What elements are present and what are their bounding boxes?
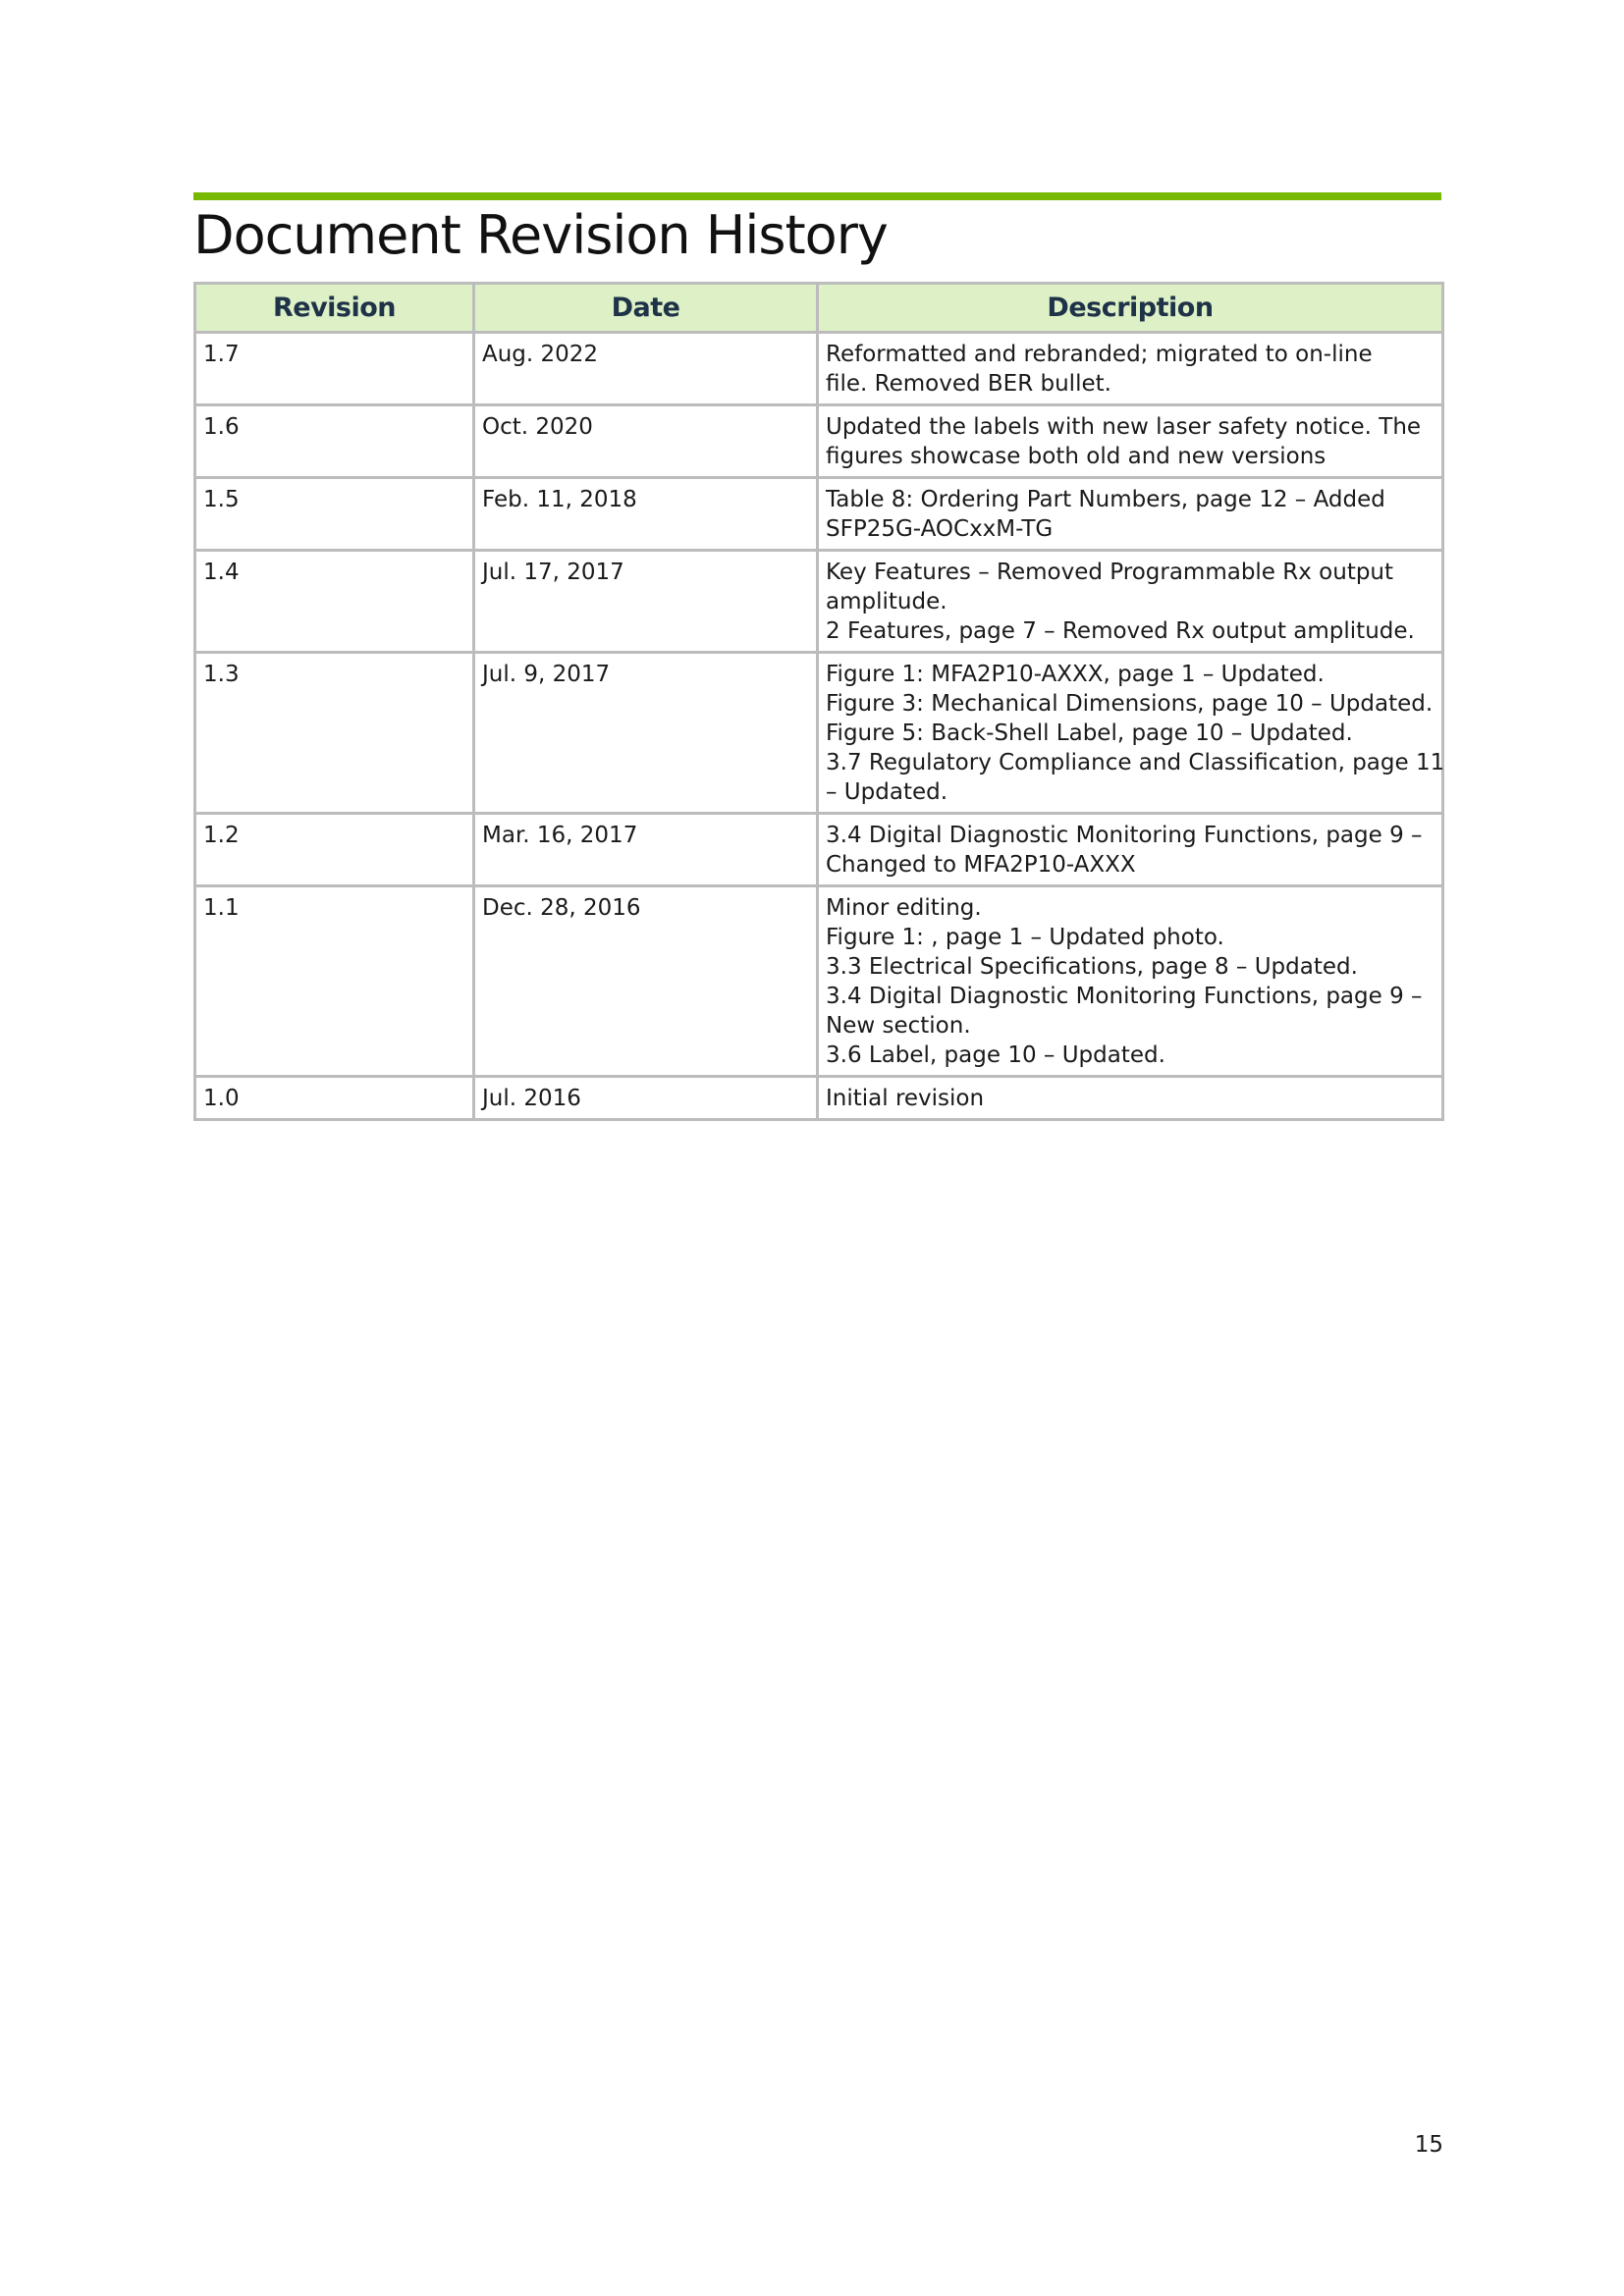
page-number: 15: [1414, 2132, 1443, 2158]
title-rule: [193, 192, 1441, 200]
description-cell: [818, 1077, 1443, 1120]
date-cell: Jul. 17, 2017: [474, 551, 818, 653]
revision-cell: 1.6: [195, 405, 474, 478]
description-line: figures showcase both old and new versions: [826, 444, 1326, 469]
revision-cell: 1.1: [195, 886, 474, 1077]
date-cell: Aug. 2022: [474, 333, 818, 405]
description-line: New section.: [826, 1013, 971, 1039]
table-body: [195, 333, 1443, 1120]
description-line: SFP25G-AOCxxM-TG: [826, 516, 1054, 542]
revision-history-table: [193, 282, 1444, 1121]
description-line: 3.6 Label, page 10 – Updated.: [826, 1042, 1165, 1068]
description-cell: [818, 333, 1443, 405]
description-line: Initial revision: [826, 1086, 985, 1111]
description-cell: [818, 405, 1443, 478]
date-cell: Oct. 2020: [474, 405, 818, 478]
description-cell: [818, 551, 1443, 653]
description-line: Figure 5: Back-Shell Label, page 10 – Updated.: [826, 721, 1353, 746]
description-cell: [818, 653, 1443, 814]
date-cell: Jul. 2016: [474, 1077, 818, 1120]
description-line: – Updated.: [826, 779, 948, 805]
table-row: [195, 405, 1443, 478]
description-line: Reformatted and rebranded; migrated to on-line: [826, 342, 1373, 367]
date-cell: Mar. 16, 2017: [474, 814, 818, 886]
description-line: file. Removed BER bullet.: [826, 371, 1111, 397]
description-line: Figure 1: MFA2P10-AXXX, page 1 – Updated.: [826, 662, 1325, 687]
revision-cell: 1.2: [195, 814, 474, 886]
description-line: 3.3 Electrical Specifications, page 8 – Updated.: [826, 954, 1358, 980]
description-line: 3.7 Regulatory Compliance and Classification, page 11: [826, 750, 1445, 775]
revision-cell: 1.0: [195, 1077, 474, 1120]
description-cell: [818, 814, 1443, 886]
description-line: 3.4 Digital Diagnostic Monitoring Functions, page 9 –: [826, 823, 1423, 848]
table-row: [195, 478, 1443, 551]
header-revision: Revision: [195, 284, 474, 333]
description-line: Minor editing.: [826, 895, 982, 921]
description-line: 3.4 Digital Diagnostic Monitoring Functions, page 9 –: [826, 984, 1423, 1009]
table-row: [195, 551, 1443, 653]
date-cell: Jul. 9, 2017: [474, 653, 818, 814]
page-title: Document Revision History: [193, 204, 888, 266]
table-row: [195, 1077, 1443, 1120]
description-line: Figure 3: Mechanical Dimensions, page 10 – Updated.: [826, 691, 1434, 717]
description-cell: [818, 478, 1443, 551]
header-description: Description: [818, 284, 1443, 333]
date-cell: Dec. 28, 2016: [474, 886, 818, 1077]
description-line: Table 8: Ordering Part Numbers, page 12 – Added: [826, 487, 1385, 512]
description-line: Figure 1: , page 1 – Updated photo.: [826, 925, 1224, 950]
revision-cell: 1.5: [195, 478, 474, 551]
description-line: Updated the labels with new laser safety notice. The: [826, 414, 1422, 440]
description-cell: [818, 886, 1443, 1077]
description-line: amplitude.: [826, 589, 947, 614]
revision-cell: 1.4: [195, 551, 474, 653]
description-line: 2 Features, page 7 – Removed Rx output amplitude.: [826, 618, 1415, 644]
description-line: Changed to MFA2P10-AXXX: [826, 852, 1136, 878]
revision-cell: 1.7: [195, 333, 474, 405]
table-row: [195, 886, 1443, 1077]
table-header-row: [195, 284, 1443, 333]
revision-cell: 1.3: [195, 653, 474, 814]
description-line: Key Features – Removed Programmable Rx output: [826, 560, 1394, 585]
date-cell: Feb. 11, 2018: [474, 478, 818, 551]
header-date: Date: [474, 284, 818, 333]
table-row: [195, 814, 1443, 886]
table-row: [195, 333, 1443, 405]
table-row: [195, 653, 1443, 814]
